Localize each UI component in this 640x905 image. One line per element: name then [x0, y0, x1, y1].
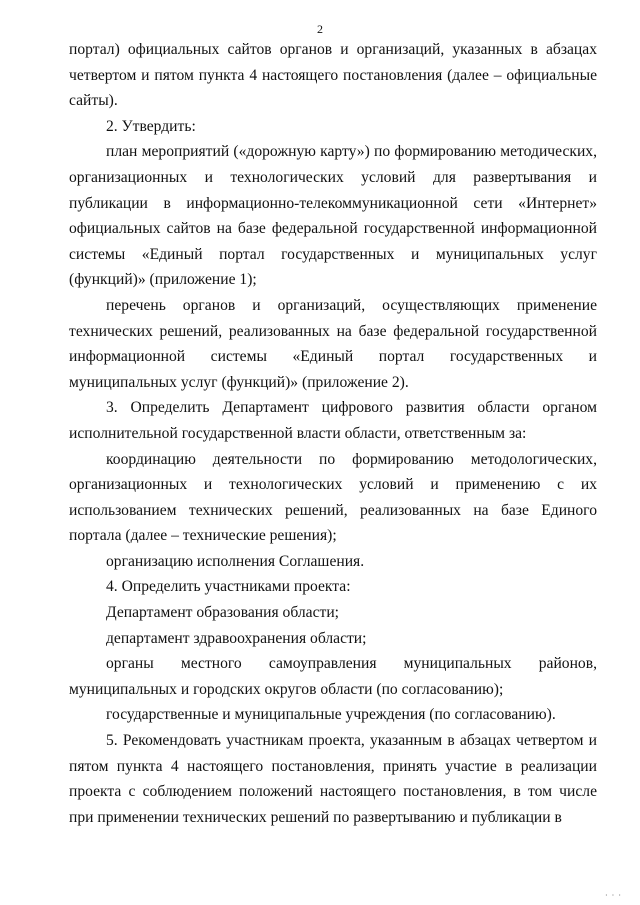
paragraph-agreement: организацию исполнения Соглашения. [106, 552, 365, 570]
paragraph-item-3-heading: 3. Определить Департамент цифрового развития области органом исполнительной государственной власти области, ответственным за: [69, 399, 597, 442]
paragraph-item-5: 5. Рекомендовать участникам проекта, указанным в абзацах четвертом и пятом пункта 4 настоящего постановления, принять участие в реализации проекта с соблюдением положений настоящего постановления, в том числе при применении технических решений по развертыванию и публикации в [69, 732, 597, 826]
paragraph-continuation: портал) официальных сайтов органов и организаций, указанных в абзацах четвертом и пятом пункта 4 настоящего постановления (далее – официальные сайты). [69, 41, 597, 110]
document-body [69, 37, 597, 830]
paragraph-item-4-heading: 4. Определить участниками проекта: [106, 578, 351, 596]
paragraph-local-government: органы местного самоуправления муниципальных районов, муниципальных и городских округов области (по согласованию); [69, 655, 597, 698]
paragraph-health-department: департамент здравоохранения области; [106, 629, 367, 647]
paragraph-institutions: государственные и муниципальные учреждения (по согласованию). [106, 706, 556, 724]
paragraph-roadmap: план мероприятий («дорожную карту») по формированию методических, организационных и технологических условий для развертывания и публикации в информационно-телекоммуникационной сети «Интернет» официальных сайтов на базе федеральной государственной информационной системы «Единый портал государственных и муниципальных услуг (функций)» (приложение 1); [69, 143, 597, 289]
page-number: 2 [317, 22, 323, 36]
paragraph-item-2-heading: 2. Утвердить: [106, 117, 196, 135]
paragraph-coordination: координацию деятельности по формированию методологических, организационных и технологических условий и применению с их использованием технических решений, реализованных на базе Единого портала (далее – технические решения); [69, 450, 597, 545]
paragraph-education-department: Департамент образования области; [106, 604, 339, 622]
footer-mark: · · · [605, 891, 622, 900]
paragraph-list-organizations: перечень органов и организаций, осуществляющих применение технических решений, реализованных на базе федеральной государственной информационной системы «Единый портал государственных и муниципальных услуг (функций)» (приложение 2). [69, 296, 597, 391]
